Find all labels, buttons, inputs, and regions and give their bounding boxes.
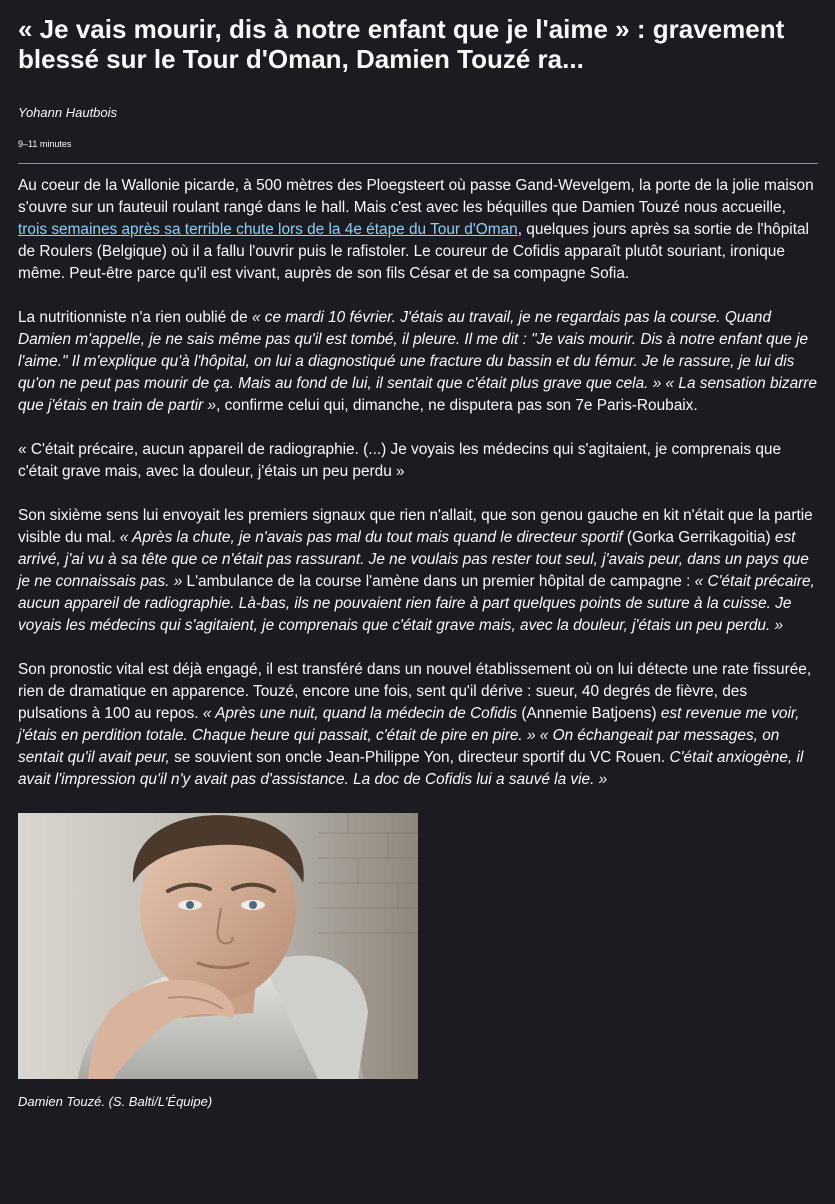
article-body xyxy=(18,175,818,791)
paragraph-4-quote-2: est arrivé, j'ai vu à sa tête que ce n'était pas rassurant. Je ne voulais pas rester tout seul, j'avais peur, dans un pays que je ne connaissais pas. » xyxy=(18,529,809,590)
paragraph-2-quote: « ce mardi 10 février. J'étais au travail, je ne regardais pas la course. Quand Damien m'appelle, je ne sais même pas qu'il est tombé, il pleure. Il me dit : "Je vais mourir. Dis à notre enfant que je l'aime." Il m'explique qu'à l'hôpital, on lui a diagnostiqué une fracture du bassin et du fémur. Je le rassure, je lui dis qu'on ne peut pas mourir de ça. Mais au fond de lui, il sentait que c'était plus grave que cela. » « La sensation bizarre que j'étais en train de partir » xyxy=(18,309,817,414)
paragraph-4-text-a: Son sixième sens lui envoyait les premiers signaux que rien n'allait, que son genou gauche en kit n'était que la partie visible du mal. xyxy=(18,507,813,546)
pull-quote xyxy=(18,439,818,483)
author-byline: Yohann Hautbois xyxy=(18,105,118,120)
reading-time: 9–11 minutes xyxy=(18,139,72,149)
portrait-illustration xyxy=(18,813,418,1079)
paragraph-5-quote-1: « Après une nuit, quand la médecin de Cofidis xyxy=(202,705,518,722)
paragraph-4-text-c: L'ambulance de la course l'amène dans un premier hôpital de campagne : xyxy=(182,573,695,590)
article-photo xyxy=(18,813,418,1079)
paragraph-4-quote-3: « C'était précaire, aucun appareil de radiographie. Là-bas, ils ne pouvaient rien faire à part quelques points de suture à la cuisse. Je voyais les médecins qui s'agitaient, je comprenais que c'était grave mais, avec la douleur, j'étais un peu perdu. » xyxy=(18,573,815,634)
header-divider xyxy=(18,163,818,164)
paragraph-2 xyxy=(18,307,818,417)
paragraph-2-text-a: La nutritionniste n'a rien oublié de xyxy=(18,309,252,326)
paragraph-5-quote-3: C'était anxiogène, il avait l'impression qu'il n'y avait pas d'assistance. La doc de Cofidis lui a sauvé la vie. » xyxy=(18,749,804,788)
article-title: « Je vais mourir, dis à notre enfant que je l'aime » : gravement blessé sur le Tour d'Oman, Damien Touzé ra... xyxy=(18,14,785,74)
paragraph-4 xyxy=(18,505,818,637)
pull-quote-text: « C'était précaire, aucun appareil de radiographie. (...) Je voyais les médecins qui s'agitaient, je comprenais que c'était grave mais, avec la douleur, j'étais un peu perdu » xyxy=(18,441,782,480)
photo-caption: Damien Touzé. (S. Balti/L'Équipe) xyxy=(18,1094,213,1109)
paragraph-4-quote-1: « Après la chute, je n'avais pas mal du tout mais quand le directeur sportif xyxy=(119,529,623,546)
article-link-tour-oman[interactable]: trois semaines après sa terrible chute lors de la 4e étape du Tour d'Oman xyxy=(18,221,518,238)
paragraph-5-text-c: se souvient son oncle Jean-Philippe Yon, directeur sportif du VC Rouen. xyxy=(169,749,670,766)
paragraph-1-text-b: , quelques jours après sa sortie de l'hôpital de Roulers (Belgique) où il a fallu l'ouvrir puis le rafistoler. Le coureur de Cofidis apparaît plutôt souriant, ironique même. Peut-être parce qu'il est vivant, auprès de son fils César et de sa compagne Sofia. xyxy=(18,221,809,282)
paragraph-2-text-b: , confirme celui qui, dimanche, ne disputera pas son 7e Paris-Roubaix. xyxy=(216,397,698,414)
paragraph-1-text-a: Au coeur de la Wallonie picarde, à 500 mètres des Ploegsteert où passe Gand-Wevelgem, la porte de la jolie maison s'ouvre sur un fauteuil roulant rangé dans le hall. Mais c'est avec les béquilles que Damien Touzé nous accueille, xyxy=(18,177,814,216)
paragraph-5 xyxy=(18,659,818,791)
reader-view xyxy=(18,14,818,1110)
paragraph-4-text-b: (Gorka Gerrikagoitia) xyxy=(622,529,775,546)
paragraph-5-text-b: (Annemie Batjoens) xyxy=(517,705,661,722)
paragraph-5-quote-2: est revenue me voir, j'étais en perdition totale. Chaque heure qui passait, c'était de pire en pire. » « On échangeait par messages, on sentait qu'il avait peur, xyxy=(18,705,800,766)
paragraph-1 xyxy=(18,175,818,285)
paragraph-5-text-a: Son pronostic vital est déjà engagé, il est transféré dans un nouvel établissement où on lui détecte une rate fissurée, rien de dramatique en apparence. Touzé, encore une fois, sent qu'il dérive : sueur, 40 degrés de fièvre, des pulsations à 100 au repos. xyxy=(18,661,812,722)
